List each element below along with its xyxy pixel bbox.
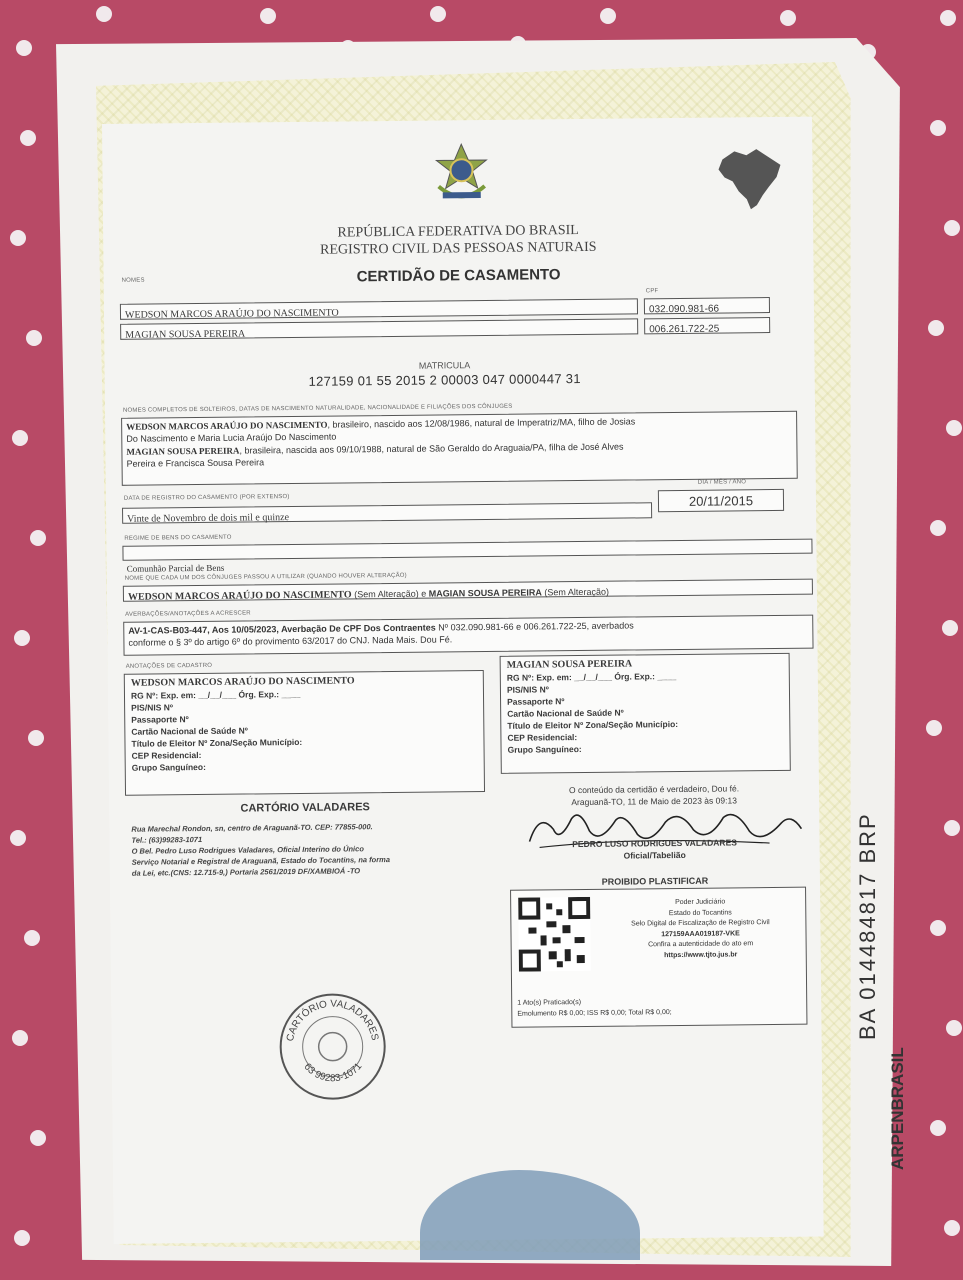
fabric-dot [944,220,960,236]
date-format-label: DIA / MÊS / ANO [697,479,747,486]
attestation-line-2: Araguanã-TO, 11 de Maio de 2023 às 09:13 [571,795,737,808]
republic-title: REPÚBLICA FEDERATIVA DO BRASIL [337,223,579,241]
fabric-dot [930,120,946,136]
selo-atos: 1 Ato(s) Praticado(s) [517,999,582,1007]
fabric-dot [600,8,616,24]
fabric-dot [944,820,960,836]
cadastro-right-grupo: Grupo Sanguíneo: [507,744,582,755]
fabric-dot [30,1130,46,1146]
annotations-rest: Nº 032.090.981-66 e 006.261.722-25, averbados [435,620,634,633]
qualification-line-4: Pereira e Francisca Sousa Pereira [126,457,265,469]
fabric-dot [14,630,30,646]
cadastro-right-rg: RG Nº: Exp. em: __/__/___ Órg. Exp.: ____ [506,671,677,683]
annotations-line-2: conforme o § 3º do artigo 6º do provimento 63/2017 do CNJ. Nada Mais. Dou Fé. [128,634,453,648]
selo-line-4: Confira a autenticidade do ato em [648,940,754,949]
spouse-cpf-1: 032.090.981-66 [648,303,720,316]
cadastro-right-passaporte: Passaporte Nº [507,696,565,707]
cadastro-left-rg: RG Nº: Exp. em: __/__/___ Órg. Exp.: ____ [130,688,301,701]
cartorio-name: CARTÓRIO VALADARES [240,801,370,815]
fabric-dot [30,530,46,546]
fabric-dot [928,320,944,336]
names-after-label: NOME QUE CADA UM DOS CÔNJUGES PASSOU A UTILIZAR (QUANDO HOUVER ALTERAÇÃO) [124,572,407,582]
selo-line-2: Estado do Tocantins [668,908,732,917]
fabric-dot [14,1230,30,1246]
cartorio-phone: Tel.: (63)99283-1071 [131,834,203,845]
cartorio-address: Rua Marechal Rondon, sn, centro de Araguanã-TO. CEP: 77855-000. [131,822,373,834]
fabric-dot [926,720,942,736]
fabric-dot [780,10,796,26]
cadastro-right-cns: Cartão Nacional de Saúde Nº [507,707,624,719]
fabric-dot [260,8,276,24]
fabric-dot [946,420,962,436]
cadastro-left-grupo: Grupo Sanguíneo: [131,761,206,773]
fabric-dot [12,1030,28,1046]
cadastro-left-cns: Cartão Nacional de Saúde Nº [131,725,248,737]
qr-code-icon [518,897,591,972]
fabric-dot [430,6,446,22]
stamp-top-text: CARTÓRIO VALADARES [284,998,381,1043]
signer-name: PEDRO LUSO RODRIGUES VALADARES [572,837,737,850]
fabric-dot [12,430,28,446]
cadastro-right-box [500,653,791,774]
spouse-cpf-2: 006.261.722-25 [649,323,720,336]
registration-date-box [122,502,652,524]
fabric-dot [942,620,958,636]
matricula-number: 127159 01 55 2015 2 00003 047 0000447 31 [308,371,581,389]
cadastro-left-cep: CEP Residencial: [131,749,202,761]
fabric-dot [28,730,44,746]
cartorio-officer-2: Serviço Notarial e Registral de Araguanã, Estado do Tocantins, na forma [131,855,391,867]
fabric-dot [930,520,946,536]
selo-text [600,897,801,962]
annotations-bold: AV-1-CAS-B03-447, Aos 10/05/2023, Averbação De CPF Dos Contraentes [128,622,436,636]
spouse-cpf-box-2 [644,317,770,334]
brazil-map-icon [712,143,788,214]
svg-text:CARTÓRIO VALADARES [285,998,381,1043]
registration-date-numeric-box [658,489,784,512]
qualification-line-2: Do Nascimento e Maria Lucia Araújo Do Nascimento [126,431,337,444]
cadastro-left-name: WEDSON MARCOS ARAÚJO DO NASCIMENTO [130,675,355,689]
cadastro-right-pis: PIS/NIS Nº [506,684,549,695]
fabric-dot [16,40,32,56]
cartorio-officer-3: da Lei, etc.(CNS: 12.715-9,) Portaria 2561/2019 DF/XAMBIOÁ -TO [131,866,361,878]
selo-url: https://www.tjto.jus.br [664,950,738,959]
qualification-box [121,411,798,486]
regime-value: Comunhão Parcial de Bens [126,562,225,574]
spouse-cpf-box-1 [644,297,770,314]
coat-of-arms-icon [430,142,493,207]
attestation-line-1: O conteúdo da certidão é verdadeiro, Dou fé. [568,783,740,796]
names-label: NOMES [121,277,145,284]
certificate [102,117,824,1244]
cadastro-left-box [124,670,485,796]
fabric-dot [20,130,36,146]
registration-date-label: DATA DE REGISTRO DO CASAMENTO (POR EXTENSO) [123,494,290,502]
cpf-label: CPF [645,288,659,295]
fabric-dot [10,230,26,246]
fabric-dot [930,920,946,936]
spouse-name-1: WEDSON MARCOS ARAÚJO DO NASCIMENTO [124,307,339,321]
fabric-dot [930,1120,946,1136]
fabric-dot [10,830,26,846]
cadastro-left-titulo: Título de Eleitor Nº Zona/Seção Município: [131,736,303,749]
matricula-label: MATRICULA [418,360,471,371]
qualification-label: NOMES COMPLETOS DE SOLTEIROS, DATAS DE NASCIMENTO NATURALIDADE, NACIONALIDADE E FILIAÇÕES DOS CÔNJUGES [122,403,513,414]
spouse-name-box-2 [120,318,638,339]
stamp-bottom-text: 63 99283-1071 [301,1061,365,1085]
names-after-name-1: WEDSON MARCOS ARAÚJO DO NASCIMENTO [127,589,352,603]
qualification-details-1: , brasileiro, nascido aos 12/08/1986, natural de Imperatriz/MA, filho de Josias [327,416,636,430]
spouse-name-box-1 [120,298,638,319]
fabric-dot [946,1020,962,1036]
selo-code: 127159AAA019187-VKE [661,929,740,938]
cadastro-label: ANOTAÇÕES DE CADASTRO [125,662,213,670]
svg-text:63 99283-1071 [301,1061,364,1085]
names-after-status-1: (Sem Alteração) e [351,588,429,600]
cadastro-left-passaporte: Passaporte Nº [131,714,189,725]
signer-role: Oficial/Tabelião [623,849,686,861]
document-title: CERTIDÃO DE CASAMENTO [356,266,561,286]
qualification-details-2: , brasileira, nascida aos 09/10/1988, natural de São Geraldo do Araguaia/PA, filha de José Alves [239,441,624,456]
fabric-dot [940,10,956,26]
cadastro-left-pis: PIS/NIS Nº [131,702,174,713]
registration-date-text: Vinte de Novembro de dois mil e quinze [127,512,290,525]
selo-line-1: Poder Judiciário [675,898,726,907]
cartorio-info [131,820,502,879]
cadastro-right-cep: CEP Residencial: [507,732,578,743]
regime-box [122,539,812,561]
annotations-box [123,615,813,656]
cartorio-stamp [277,991,388,1102]
fabric-dot [26,330,42,346]
serial-number: BA 014484817 BRP [855,812,880,1040]
names-after-name-2: MAGIAN SOUSA PEREIRA [428,587,542,599]
selo-heading: PROIBIDO PLASTIFICAR [601,875,709,887]
selo-line-3: Selo Digital de Fiscalização de Registro Civil [631,919,770,928]
fabric-dot [96,6,112,22]
names-after-status-2: (Sem Alteração) [541,586,609,598]
fabric-dot [944,1220,960,1236]
cartorio-officer-1: O Bel. Pedro Luso Rodrigues Valadares, Oficial Interino do Único [131,844,364,856]
registry-title: REGISTRO CIVIL DAS PESSOAS NATURAIS [320,239,597,258]
cadastro-right-name: MAGIAN SOUSA PEREIRA [506,658,633,671]
names-after-box [123,579,813,602]
spouse-name-2: MAGIAN SOUSA PEREIRA [125,328,246,341]
selo-emolumento: Emolumento R$ 0,00; ISS R$ 0,00; Total R$ 0,00; [517,1009,672,1018]
regime-label: REGIME DE BENS DO CASAMENTO [124,534,232,542]
annotations-label: AVERBAÇÕES/ANOTAÇÕES A ACRESCER [125,610,251,618]
qualification-name-2: MAGIAN SOUSA PEREIRA [126,445,240,457]
qualification-name-1: WEDSON MARCOS ARAÚJO DO NASCIMENTO [126,419,328,432]
registration-date-numeric: 20/11/2015 [688,493,754,509]
cadastro-right-titulo: Título de Eleitor Nº Zona/Seção Município: [507,719,679,731]
fabric-dot [24,930,40,946]
arpen-brand: ARPENBRASIL [888,1047,907,1170]
